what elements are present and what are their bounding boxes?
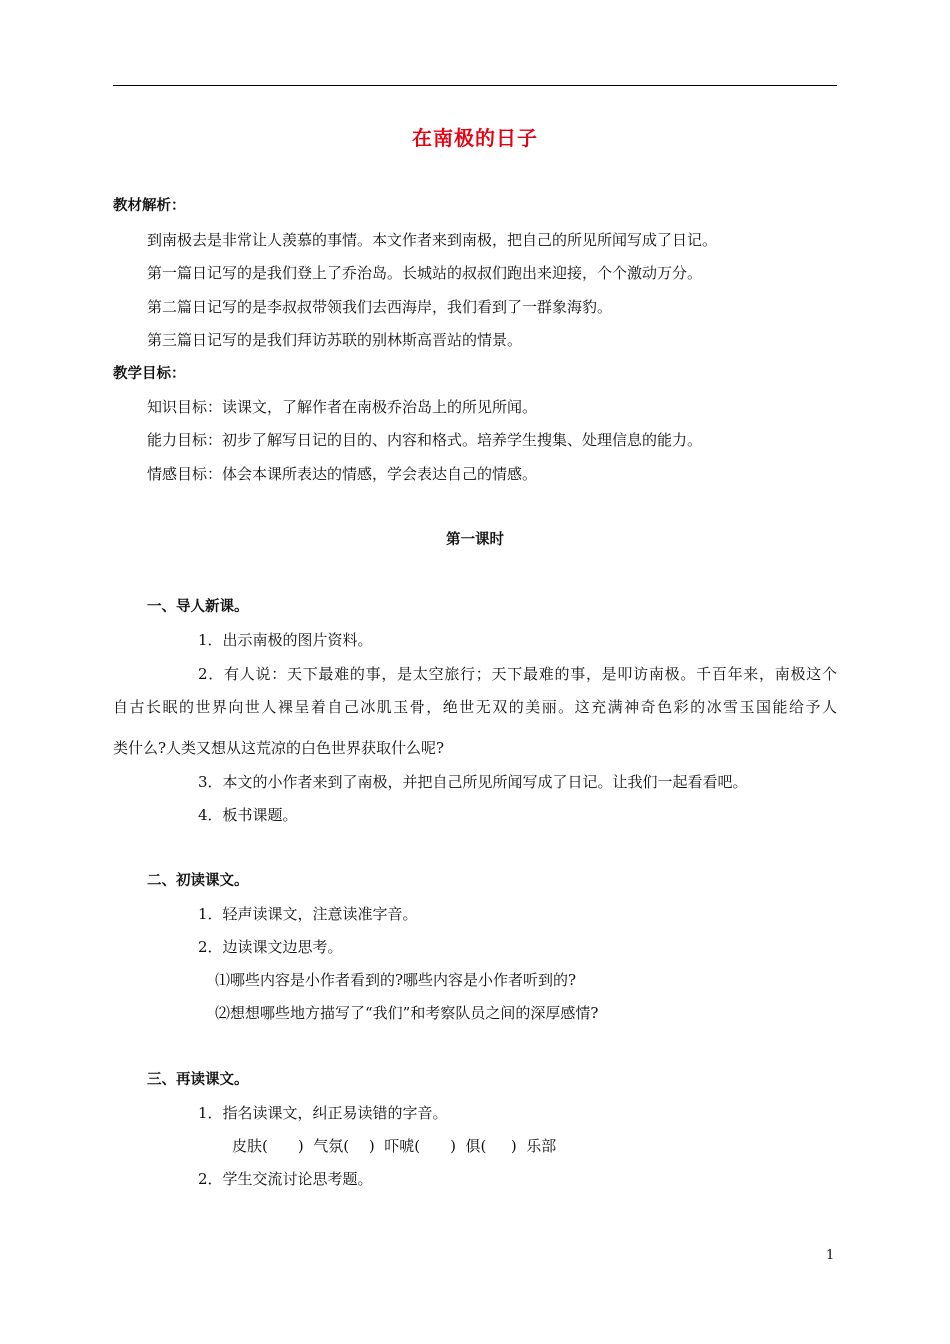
part3-item-1: 1．指名读课文，纠正易读错的字音。 <box>198 1104 448 1122</box>
analysis-line-3: 第二篇日记写的是李叔叔带领我们去西海岸，我们看到了一群象海豹。 <box>147 298 613 316</box>
part2-sub-2: ⑵想想哪些地方描写了“我们”和考察队员之间的深厚感情? <box>215 1004 599 1022</box>
part2-heading: 二、初读课文。 <box>147 873 249 889</box>
part1-item-2-line-2: 自古长眠的世界向世人裸呈着自己冰肌玉骨，绝世无双的美丽。这充满神奇色彩的冰雪玉国能给予人 <box>113 698 837 716</box>
analysis-heading: 教材解析： <box>113 198 186 214</box>
page-title: 在南极的日子 <box>412 126 538 150</box>
analysis-line-1: 到南极去是非常让人羡慕的事情。本文作者来到南极，把自己的所见所闻写成了日记。 <box>147 231 718 249</box>
part3-item-2: 2．学生交流讨论思考题。 <box>198 1170 373 1188</box>
part1-heading: 一、导人新课。 <box>147 599 249 615</box>
goals-heading: 教学目标： <box>113 366 186 382</box>
part1-item-4: 4．板书课题。 <box>198 806 298 824</box>
part2-item-1: 1．轻声读课文，注意读准字音。 <box>198 905 418 923</box>
part1-item-2-line-3: 类什么?人类又想从这荒凉的白色世界获取什么呢? <box>113 739 445 757</box>
analysis-line-2: 第一篇日记写的是我们登上了乔治岛。长城站的叔叔们跑出来迎接，个个激动万分。 <box>147 264 703 282</box>
page-number: 1 <box>826 1248 835 1263</box>
lesson-heading: 第一课时 <box>446 532 504 548</box>
part3-heading: 三、再读课文。 <box>147 1072 249 1088</box>
analysis-line-4: 第三篇日记写的是我们拜访苏联的别林斯高晋站的情景。 <box>147 331 523 349</box>
header-rule <box>113 85 837 86</box>
goals-line-2: 能力目标：初步了解写日记的目的、内容和格式。培养学生搜集、处理信息的能力。 <box>147 431 703 449</box>
goals-line-3: 情感目标：体会本课所表达的情感，学会表达自己的情感。 <box>147 465 538 483</box>
part1-item-3: 3．本文的小作者来到了南极，并把自己所见所闻写成了日记。让我们一起看看吧。 <box>198 773 748 791</box>
part2-item-2: 2．边读课文边思考。 <box>198 938 343 956</box>
goals-line-1: 知识目标：读课文，了解作者在南极乔治岛上的所见所闻。 <box>147 398 538 416</box>
part1-item-2-line-1: 2．有人说：天下最难的事，是太空旅行；天下最难的事，是叩访南极。千百年来，南极这个 <box>198 665 837 683</box>
part3-word-list: 皮肤( ) 气氛( ) 吓唬( ) 俱( ) 乐部 <box>232 1137 557 1155</box>
part2-sub-1: ⑴哪些内容是小作者看到的?哪些内容是小作者听到的? <box>215 971 577 989</box>
part1-item-1: 1．出示南极的图片资料。 <box>198 631 373 649</box>
